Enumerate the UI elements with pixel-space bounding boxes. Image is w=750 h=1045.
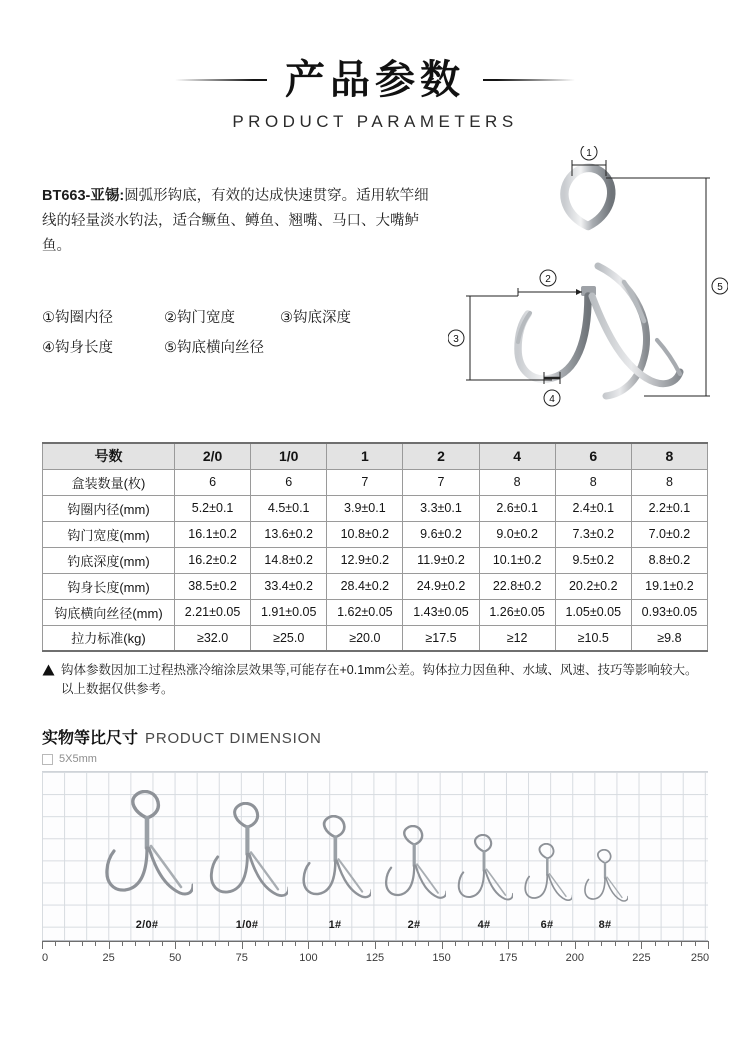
- grid-scale-legend: [42, 753, 708, 765]
- page-title: 产品参数: [285, 58, 465, 102]
- ruler-label: 225: [632, 952, 651, 964]
- hook-size-label: 2/0#: [135, 919, 159, 931]
- dimension-grid: [42, 771, 708, 941]
- dimension-title-en: PRODUCT DIMENSION: [145, 730, 322, 747]
- ruler-tick-minor: [628, 941, 629, 946]
- row-label: 钩底横向丝径(mm): [43, 599, 175, 625]
- row-label: 钓底深度(mm): [43, 547, 175, 573]
- ruler-tick-minor: [135, 941, 136, 946]
- cell: 7: [327, 469, 403, 495]
- table-body: [43, 469, 708, 651]
- ruler-tick-minor: [162, 941, 163, 946]
- ruler-tick-minor: [215, 941, 216, 946]
- hook-size-label: 2#: [407, 919, 421, 931]
- table-header-cell-1: 2/0: [175, 443, 251, 469]
- ruler-tick-minor: [348, 941, 349, 946]
- warning-triangle-icon: [42, 664, 55, 676]
- cell: 19.1±0.2: [631, 573, 707, 599]
- cell: 20.2±0.2: [555, 573, 631, 599]
- hook-measurement-diagram: [448, 146, 728, 411]
- cell: 1.26±0.05: [479, 599, 555, 625]
- cell: 1.91±0.05: [251, 599, 327, 625]
- cell: ≥9.8: [631, 625, 707, 651]
- cell: 24.9±0.2: [403, 573, 479, 599]
- title-rule-left-icon: [175, 79, 267, 81]
- title-rule-right-icon: [483, 79, 575, 81]
- table-header-cell-7: 8: [631, 443, 707, 469]
- row-label: 钩身长度(mm): [43, 573, 175, 599]
- table-header-cell-2: 1/0: [251, 443, 327, 469]
- ruler-tick-major: [175, 941, 176, 949]
- ruler-tick-minor: [561, 941, 562, 946]
- ruler-label: 0: [41, 952, 49, 964]
- ruler-tick-minor: [522, 941, 523, 946]
- cell: 1.05±0.05: [555, 599, 631, 625]
- description-block: [42, 184, 442, 363]
- cell: 9.5±0.2: [555, 547, 631, 573]
- hook-size-label: 1/0#: [235, 919, 259, 931]
- hook-illustration: [87, 790, 207, 908]
- ruler-tick-major: [109, 941, 110, 949]
- ruler-tick-minor: [362, 941, 363, 946]
- ruler-tick-minor: [615, 941, 616, 946]
- hook-illustration-row: [42, 772, 708, 940]
- ruler-tick-minor: [122, 941, 123, 946]
- title-row: [0, 58, 750, 102]
- table-header-cell-3: 1: [327, 443, 403, 469]
- cell: 4.5±0.1: [251, 495, 327, 521]
- callout-legend-row-2: [42, 333, 442, 363]
- ruler-tick-minor: [548, 941, 549, 946]
- hook-size-label: 8#: [598, 919, 612, 931]
- callout-legend-item-2: ②钩门宽度: [164, 310, 235, 326]
- cell: 7.3±0.2: [555, 521, 631, 547]
- cell: 28.4±0.2: [327, 573, 403, 599]
- table-header-row: [43, 443, 708, 469]
- svg-text:2: 2: [545, 274, 551, 285]
- cell: 8: [631, 469, 707, 495]
- ruler-tick-minor: [601, 941, 602, 946]
- cell: 7.0±0.2: [631, 521, 707, 547]
- cell: 38.5±0.2: [175, 573, 251, 599]
- table-header-cell-0: 号数: [43, 443, 175, 469]
- ruler-label: 75: [235, 952, 248, 964]
- row-label: 钩门宽度(mm): [43, 521, 175, 547]
- cell: 3.9±0.1: [327, 495, 403, 521]
- ruler-tick-minor: [455, 941, 456, 946]
- ruler-tick-minor: [415, 941, 416, 946]
- ruler-tick-minor: [55, 941, 56, 946]
- ruler-label: 175: [499, 952, 518, 964]
- cell: 22.8±0.2: [479, 573, 555, 599]
- callout-legend-item-1: ①钩圈内径: [42, 310, 113, 326]
- hook-size-label: 6#: [540, 919, 554, 931]
- ruler-label: 125: [365, 952, 385, 964]
- ruler-label: 100: [299, 952, 318, 964]
- grid-scale-label: 5X5mm: [59, 753, 97, 765]
- ruler-tick-minor: [202, 941, 203, 946]
- ruler-label: 25: [102, 952, 115, 964]
- model-name: BT663-亚锡:: [42, 188, 125, 204]
- ruler-tick-minor: [228, 941, 229, 946]
- page-subtitle: PRODUCT PARAMETERS: [232, 112, 518, 131]
- table-row: [43, 625, 708, 651]
- cell: 13.6±0.2: [251, 521, 327, 547]
- row-label: 盒装数量(枚): [43, 469, 175, 495]
- cell: 9.0±0.2: [479, 521, 555, 547]
- table-header-cell-5: 4: [479, 443, 555, 469]
- tolerance-note: [42, 661, 708, 699]
- ruler-tick-major: [641, 941, 642, 949]
- ruler-tick-minor: [482, 941, 483, 946]
- dimension-ruler: [42, 941, 708, 975]
- ruler-tick-major: [308, 941, 309, 949]
- callout-legend-item-5: ⑤钩底横向丝径: [164, 340, 264, 356]
- table-row: [43, 599, 708, 625]
- cell: ≥12: [479, 625, 555, 651]
- hook-illustration: [568, 849, 642, 908]
- ruler-tick-major: [442, 941, 443, 949]
- table-row: [43, 547, 708, 573]
- cell: 14.8±0.2: [251, 547, 327, 573]
- specification-table: [42, 442, 708, 652]
- cell: 33.4±0.2: [251, 573, 327, 599]
- cell: 8: [479, 469, 555, 495]
- ruler-tick-minor: [295, 941, 296, 946]
- ruler-tick-minor: [402, 941, 403, 946]
- ruler-tick-major: [242, 941, 243, 949]
- ruler-label: 50: [169, 952, 182, 964]
- cell: 5.2±0.1: [175, 495, 251, 521]
- cell: 1.43±0.05: [403, 599, 479, 625]
- cell: 2.21±0.05: [175, 599, 251, 625]
- table-header-cell-4: 2: [403, 443, 479, 469]
- cell: 16.1±0.2: [175, 521, 251, 547]
- ruler-tick-minor: [495, 941, 496, 946]
- callout-legend-row-1: [42, 303, 442, 333]
- hook-size-label: 1#: [328, 919, 342, 931]
- ruler-tick-minor: [322, 941, 323, 946]
- table-row: [43, 469, 708, 495]
- ruler-tick-minor: [428, 941, 429, 946]
- ruler-tick-minor: [681, 941, 682, 946]
- svg-text:5: 5: [717, 282, 723, 293]
- treble-hook-diagram-icon: [448, 146, 728, 411]
- cell: 0.93±0.05: [631, 599, 707, 625]
- cell: ≥20.0: [327, 625, 403, 651]
- ruler-tick-minor: [535, 941, 536, 946]
- ruler-tick-minor: [695, 941, 696, 946]
- row-label: 拉力标准(kg): [43, 625, 175, 651]
- cell: 6: [175, 469, 251, 495]
- callout-legend-item-4: ④钩身长度: [42, 340, 113, 356]
- cell: 3.3±0.1: [403, 495, 479, 521]
- cell: ≥10.5: [555, 625, 631, 651]
- ruler-tick-minor: [149, 941, 150, 946]
- specification-table-wrapper: [42, 442, 708, 652]
- description-section: [0, 148, 750, 424]
- cell: 2.6±0.1: [479, 495, 555, 521]
- cell: 1.62±0.05: [327, 599, 403, 625]
- dimension-title-cn: 实物等比尺寸: [42, 730, 139, 747]
- page-header: [0, 0, 750, 132]
- svg-text:1: 1: [586, 148, 592, 159]
- ruler-tick-minor: [335, 941, 336, 946]
- callout-legend-item-3: ③钩底深度: [280, 310, 351, 326]
- table-row: [43, 521, 708, 547]
- cell: 10.1±0.2: [479, 547, 555, 573]
- cell: 2.4±0.1: [555, 495, 631, 521]
- table-head: [43, 443, 708, 469]
- cell: 8.8±0.2: [631, 547, 707, 573]
- cell: 10.8±0.2: [327, 521, 403, 547]
- cell: 9.6±0.2: [403, 521, 479, 547]
- ruler-tick-major: [508, 941, 509, 949]
- ruler-label: 250: [690, 952, 710, 964]
- svg-text:4: 4: [549, 394, 555, 405]
- cell: 2.2±0.1: [631, 495, 707, 521]
- ruler-tick-minor: [82, 941, 83, 946]
- cell: ≥32.0: [175, 625, 251, 651]
- ruler-tick-minor: [655, 941, 656, 946]
- description-text: [42, 184, 442, 259]
- cell: ≥17.5: [403, 625, 479, 651]
- ruler-tick-minor: [388, 941, 389, 946]
- cell: 12.9±0.2: [327, 547, 403, 573]
- ruler-tick-minor: [588, 941, 589, 946]
- svg-text:3: 3: [453, 334, 459, 345]
- cell: 11.9±0.2: [403, 547, 479, 573]
- ruler-label: 200: [565, 952, 584, 964]
- row-label: 钩圈内径(mm): [43, 495, 175, 521]
- hook-size-label: 4#: [477, 919, 491, 931]
- ruler-tick-minor: [189, 941, 190, 946]
- ruler-tick-major: [42, 941, 43, 949]
- table-header-cell-6: 6: [555, 443, 631, 469]
- cell: 8: [555, 469, 631, 495]
- tolerance-note-text: [61, 661, 708, 699]
- cell: 6: [251, 469, 327, 495]
- ruler-tick-minor: [668, 941, 669, 946]
- ruler-tick-major: [575, 941, 576, 949]
- ruler-tick-minor: [69, 941, 70, 946]
- cell: ≥25.0: [251, 625, 327, 651]
- grid-square-swatch-icon: [42, 754, 53, 765]
- tolerance-note-line-2: 技巧等影响较大。以上数据仅供参考。: [61, 663, 698, 696]
- description-body: 圆弧形钩底，有效的达成快速贯穿。适用软竿细线的轻量淡水钓法，适合鳜鱼、鳟鱼、翘嘴、马口、大嘴鲈鱼。: [42, 188, 429, 254]
- table-row: [43, 573, 708, 599]
- ruler-tick-minor: [468, 941, 469, 946]
- ruler-tick-minor: [268, 941, 269, 946]
- ruler-tick-minor: [255, 941, 256, 946]
- ruler-tick-major: [375, 941, 376, 949]
- dimension-heading: [42, 725, 708, 748]
- tolerance-note-line-1: 钩体参数因加工过程热涨冷缩涂层效果等,可能存在+0.1mm公差。钩体拉力因鱼种、水域、风速、: [61, 663, 598, 677]
- callout-legend: [42, 303, 442, 363]
- cell: 16.2±0.2: [175, 547, 251, 573]
- table-row: [43, 495, 708, 521]
- ruler-tick-minor: [282, 941, 283, 946]
- ruler-label: 150: [432, 952, 451, 964]
- ruler-tick-minor: [95, 941, 96, 946]
- ruler-tick-major: [708, 941, 709, 949]
- cell: 7: [403, 469, 479, 495]
